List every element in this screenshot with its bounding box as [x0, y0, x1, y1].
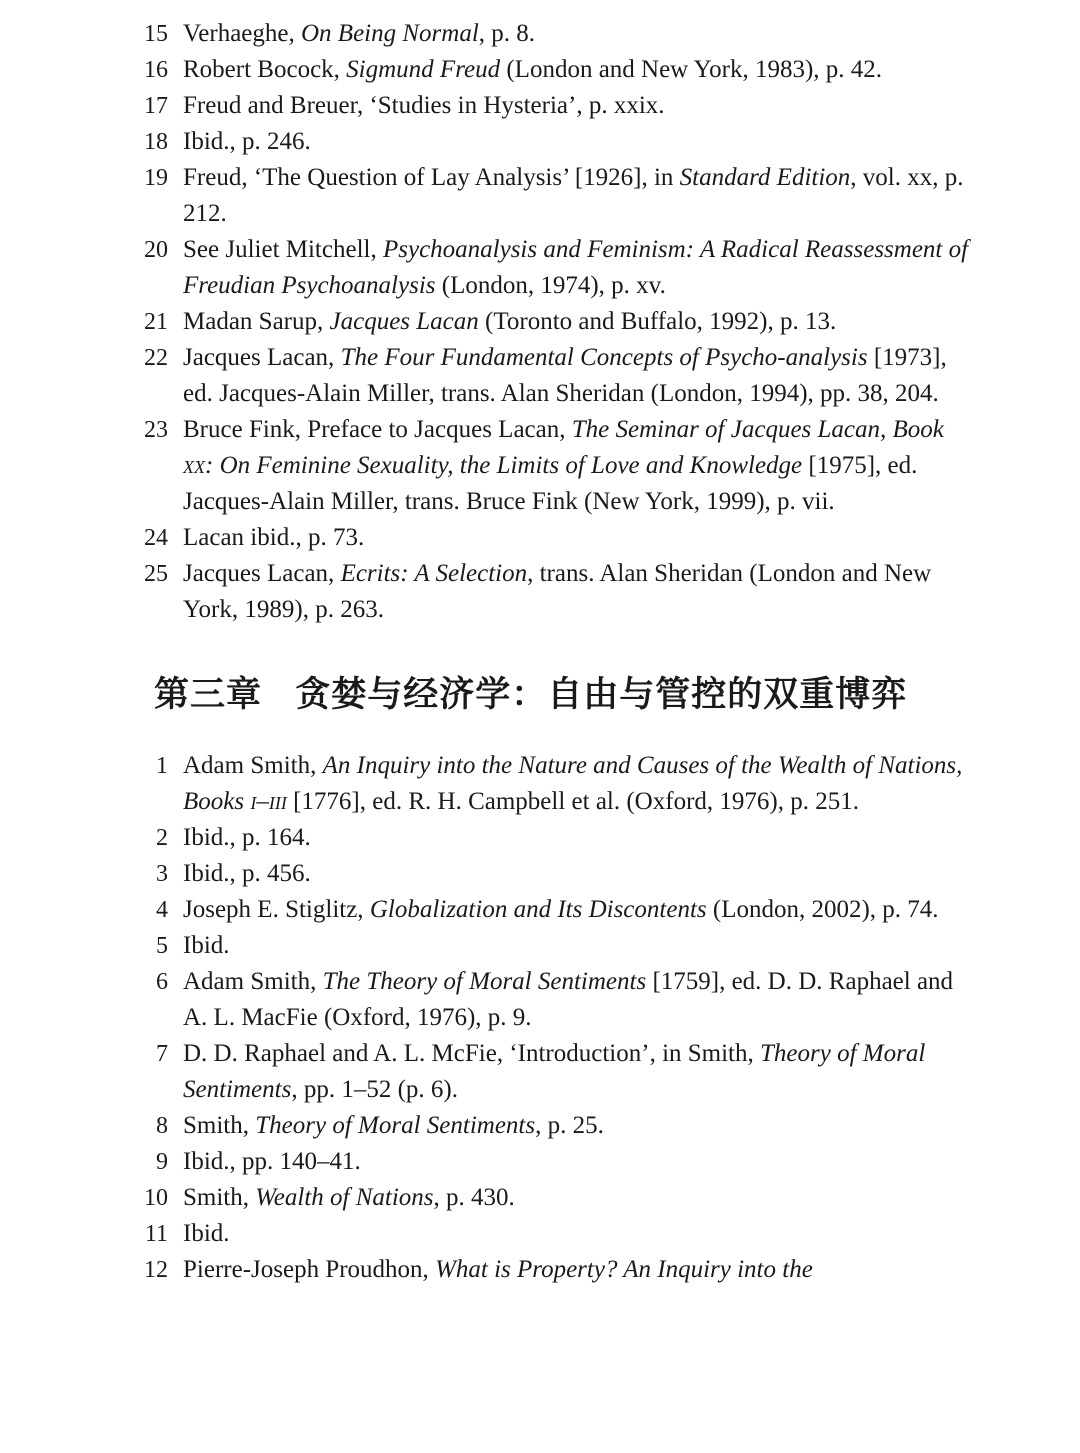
- note-item: [120, 1144, 1040, 1180]
- note-number: 19: [144, 165, 168, 191]
- plain-text: Ibid.: [183, 932, 230, 959]
- note-item: [120, 304, 1040, 340]
- note-text: [183, 88, 665, 124]
- note-text: [183, 892, 939, 928]
- note-text: [183, 412, 971, 520]
- note-number: 24: [144, 525, 168, 551]
- plain-text: Bruce Fink, Preface to Jacques Lacan,: [183, 416, 572, 443]
- note-text: [183, 124, 311, 160]
- note-number: 2: [156, 825, 168, 851]
- italic-smallcaps-text: xx: [183, 452, 205, 479]
- note-item: [120, 556, 1040, 628]
- plain-text: (London, 1974), p. xv.: [435, 272, 666, 299]
- note-number: 9: [156, 1149, 168, 1175]
- note-item: [120, 820, 1040, 856]
- note-number: 15: [144, 21, 168, 47]
- plain-text: Jacques Lacan,: [183, 560, 341, 587]
- italic-title-text: On Being Normal: [301, 20, 479, 47]
- plain-text: Robert Bocock,: [183, 56, 347, 83]
- note-item: [120, 928, 1040, 964]
- note-item: [120, 232, 1040, 304]
- note-item: [120, 520, 1040, 556]
- note-number: 23: [144, 417, 168, 443]
- plain-text: Freud, ‘The Question of Lay Analysis’ [1926], in: [183, 164, 680, 191]
- plain-text: (London, 2002), p. 74.: [706, 896, 939, 923]
- plain-text: Freud and Breuer, ‘Studies in Hysteria’, p. xxix.: [183, 92, 665, 119]
- note-item: [120, 964, 1040, 1036]
- note-text: [183, 856, 311, 892]
- italic-title-text: Wealth of Nations: [255, 1184, 434, 1211]
- note-item: [120, 88, 1040, 124]
- italic-title-text: Globalization and Its Discontents: [369, 896, 707, 923]
- note-text: [183, 160, 971, 232]
- note-number: 3: [156, 861, 168, 887]
- note-text: [183, 520, 364, 556]
- note-text: [183, 1108, 604, 1144]
- note-item: [120, 748, 1040, 820]
- notes-list-chapter3: [120, 748, 1040, 1288]
- note-text: [183, 16, 535, 52]
- chapter-number: 第三章: [154, 675, 263, 714]
- italic-title-text: Sigmund Freud: [346, 56, 501, 83]
- note-text: [183, 748, 971, 820]
- italic-title-text: Standard Edition: [679, 164, 851, 191]
- note-item: [120, 160, 1040, 232]
- note-number: 6: [156, 969, 168, 995]
- note-text: [183, 340, 971, 412]
- plain-text: , pp. 1–52 (p. 6).: [291, 1076, 458, 1103]
- note-number: 1: [156, 753, 168, 779]
- note-item: [120, 892, 1040, 928]
- chapter-heading: [154, 670, 1040, 720]
- note-number: 20: [144, 237, 168, 263]
- note-number: 16: [144, 57, 168, 83]
- plain-text: , vol. xx, p. 212.: [183, 164, 964, 227]
- note-text: [183, 52, 882, 88]
- note-text: [183, 556, 971, 628]
- note-item: [120, 1036, 1040, 1108]
- note-number: 8: [156, 1113, 168, 1139]
- plain-text: , trans. Alan Sheridan (London and New York, 1989), p. 263.: [183, 560, 932, 623]
- plain-text: Adam Smith,: [183, 752, 323, 779]
- plain-text: (London and New York, 1983), p. 42.: [500, 56, 883, 83]
- plain-text: Madan Sarup,: [183, 308, 330, 335]
- plain-text: See Juliet Mitchell,: [183, 236, 383, 263]
- plain-text: Ibid.: [183, 1220, 230, 1247]
- chapter-title: 贪婪与经济学：自由与管控的双重博弈: [295, 675, 908, 714]
- note-number: 18: [144, 129, 168, 155]
- plain-text: Jacques Lacan,: [183, 344, 341, 371]
- plain-text: Ibid., p. 164.: [183, 824, 311, 851]
- plain-text: [1759], ed. D. D. Raphael and A. L. MacFie (Oxford, 1976), p. 9.: [183, 968, 954, 1031]
- note-number: 21: [144, 309, 168, 335]
- plain-text: Ibid., p. 456.: [183, 860, 311, 887]
- note-number: 4: [156, 897, 168, 923]
- italic-title-text: What is Property? An Inquiry into the: [435, 1256, 813, 1283]
- plain-text: Smith,: [183, 1112, 256, 1139]
- plain-text: [1973], ed. Jacques-Alain Miller, trans. Alan Sheridan (London, 1994), pp. 38, 204.: [183, 344, 947, 407]
- note-item: [120, 1216, 1040, 1252]
- note-number: 17: [144, 93, 168, 119]
- italic-title-text: The Four Fundamental Concepts of Psycho-analysis: [340, 344, 868, 371]
- plain-text: Adam Smith,: [183, 968, 323, 995]
- note-number: 7: [156, 1041, 168, 1067]
- note-item: [120, 340, 1040, 412]
- note-item: [120, 16, 1040, 52]
- note-number: 22: [144, 345, 168, 371]
- plain-text: , p. 8.: [478, 20, 536, 47]
- note-item: [120, 52, 1040, 88]
- italic-title-text: Psychoanalysis and Feminism: A Radical Reassessment of Freudian Psychoanalysis: [183, 236, 969, 299]
- note-item: [120, 412, 1040, 520]
- note-number: 5: [156, 933, 168, 959]
- note-text: [183, 1252, 813, 1288]
- note-item: [120, 1252, 1040, 1288]
- note-number: 11: [144, 1221, 168, 1247]
- note-text: [183, 820, 311, 856]
- plain-text: Ibid., pp. 140–41.: [183, 1148, 361, 1175]
- plain-text: Lacan ibid., p. 73.: [183, 524, 365, 551]
- italic-title-text: An Inquiry into the Nature and Causes of the Wealth of Nations, Books: [183, 752, 963, 815]
- note-item: [120, 1180, 1040, 1216]
- italic-title-text: Theory of Moral Sentiments: [255, 1112, 536, 1139]
- note-item: [120, 856, 1040, 892]
- plain-text: , p. 430.: [433, 1184, 515, 1211]
- italic-title-text: Ecrits: A Selection: [340, 560, 528, 587]
- note-number: 12: [144, 1257, 168, 1283]
- plain-text: [1776], ed. R. H. Campbell et al. (Oxford, 1976), p. 251.: [286, 788, 859, 815]
- italic-title-text: The Seminar of Jacques Lacan, Book: [571, 416, 944, 443]
- italic-title-text: : On Feminine Sexuality, the Limits of Love and Knowledge: [205, 452, 803, 479]
- note-item: [120, 1108, 1040, 1144]
- note-text: [183, 232, 971, 304]
- note-text: [183, 304, 836, 340]
- italic-title-text: Jacques Lacan: [329, 308, 479, 335]
- plain-text: Pierre-Joseph Proudhon,: [183, 1256, 436, 1283]
- italic-title-text: Theory of Moral Sentiments: [183, 1040, 926, 1103]
- note-text: [183, 1144, 361, 1180]
- note-text: [183, 964, 971, 1036]
- plain-text: Smith,: [183, 1184, 256, 1211]
- notes-list-previous-chapter: [120, 16, 1040, 628]
- note-number: 25: [144, 561, 168, 587]
- italic-smallcaps-text: i–iii: [250, 788, 287, 815]
- note-item: [120, 124, 1040, 160]
- plain-text: D. D. Raphael and A. L. McFie, ‘Introduction’, in Smith,: [183, 1040, 761, 1067]
- plain-text: Joseph E. Stiglitz,: [183, 896, 370, 923]
- note-text: [183, 1180, 515, 1216]
- plain-text: (Toronto and Buffalo, 1992), p. 13.: [478, 308, 837, 335]
- plain-text: , p. 25.: [535, 1112, 604, 1139]
- note-text: [183, 1036, 971, 1108]
- note-text: [183, 1216, 230, 1252]
- plain-text: [1975], ed. Jacques-Alain Miller, trans. Bruce Fink (New York, 1999), p. vii.: [183, 452, 918, 515]
- plain-text: Ibid., p. 246.: [183, 128, 311, 155]
- note-text: [183, 928, 230, 964]
- note-number: 10: [144, 1185, 168, 1211]
- plain-text: Verhaeghe,: [183, 20, 301, 47]
- italic-title-text: The Theory of Moral Sentiments: [322, 968, 647, 995]
